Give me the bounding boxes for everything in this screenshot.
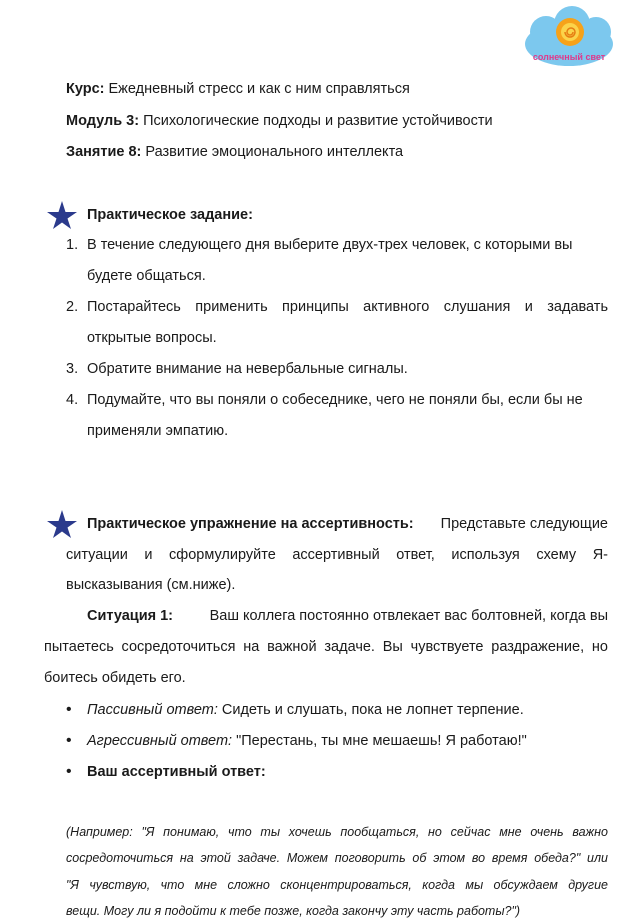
task-item-3-number: 3. (66, 361, 79, 377)
example-line2: сосредоточиться на этой задаче. Можем поговорить об этом во время обеда?" или (66, 851, 608, 865)
logo-text: солнечный свет (532, 52, 606, 62)
example-line3: "Я чувствую, что мне сложно сконцентрироваться, когда мы обсуждаем другие (66, 878, 608, 892)
star-icon (46, 509, 78, 539)
star-icon (46, 200, 78, 230)
situation-line1 (87, 606, 608, 626)
task-item-1-line1: В течение следующего дня выберите двух-трех человек, с которыми вы (87, 237, 573, 253)
aggressive-answer (87, 731, 527, 751)
situation-text-line2: пытаетесь сосредоточиться на важной задаче. Вы чувствуете раздражение, но (44, 639, 608, 655)
bullet-dot: • (66, 763, 72, 780)
task-item-3-line1: Обратите внимание на невербальные сигналы. (87, 361, 408, 377)
passive-text: Сидеть и слушать, пока не лопнет терпение. (221, 702, 524, 718)
company-logo (522, 6, 616, 72)
task-item-4-number: 4. (66, 392, 79, 408)
bullet-dot: • (66, 732, 72, 749)
module-label: Модуль 3: (66, 113, 140, 129)
task-title: Практическое задание: (87, 207, 253, 223)
exercise-intro-line3: высказывания (см.ниже). (66, 577, 236, 593)
bullet-dot: • (66, 701, 72, 718)
situation-text-line3: боитесь обидеть его. (44, 670, 186, 686)
module-value: Психологические подходы и развитие устойчивости (143, 113, 493, 129)
situation-text-line1: Ваш коллега постоянно отвлекает вас болтовней, когда вы (209, 608, 608, 624)
aggressive-text: "Перестань, ты мне мешаешь! Я работаю!" (236, 733, 527, 749)
assertive-label: Ваш ассертивный ответ: (87, 764, 266, 780)
course-label: Курс: (66, 81, 105, 97)
logo-sun (556, 18, 584, 46)
passive-label: Пассивный ответ: (87, 702, 218, 718)
task-item-2-line2: открытые вопросы. (87, 330, 217, 346)
exercise-title: Практическое упражнение на ассертивность: (87, 516, 414, 532)
aggressive-label: Агрессивный ответ: (87, 733, 233, 749)
task-item-1-number: 1. (66, 237, 79, 253)
example-line4: вещи. Могу ли я подойти к тебе позже, когда закончу эту часть работы?") (66, 904, 521, 918)
module-line (66, 111, 493, 131)
exercise-title-line (87, 514, 608, 534)
lesson-value: Развитие эмоционального интеллекта (145, 144, 404, 160)
example-line1: (Например: "Я понимаю, что ты хочешь пообщаться, но сейчас мне очень важно (66, 825, 608, 839)
exercise-intro-line1: Представьте следующие (440, 516, 608, 532)
course-value: Ежедневный стресс и как с ним справляться (108, 81, 410, 97)
lesson-line (66, 142, 403, 162)
situation-label: Ситуация 1: (87, 608, 173, 624)
lesson-label: Занятие 8: (66, 144, 142, 160)
passive-answer (87, 700, 524, 720)
task-item-1-line2: будете общаться. (87, 268, 206, 284)
task-item-2-number: 2. (66, 299, 79, 315)
task-item-4-line2: применяли эмпатию. (87, 423, 229, 439)
course-line (66, 79, 410, 99)
task-item-4-line1: Подумайте, что вы поняли о собеседнике, чего не поняли бы, если бы не (87, 392, 583, 408)
task-item-2-line1: Постарайтесь применить принципы активного слушания и задавать (87, 299, 608, 315)
exercise-intro-line2: ситуации и сформулируйте ассертивный ответ, используя схему Я- (66, 547, 608, 563)
